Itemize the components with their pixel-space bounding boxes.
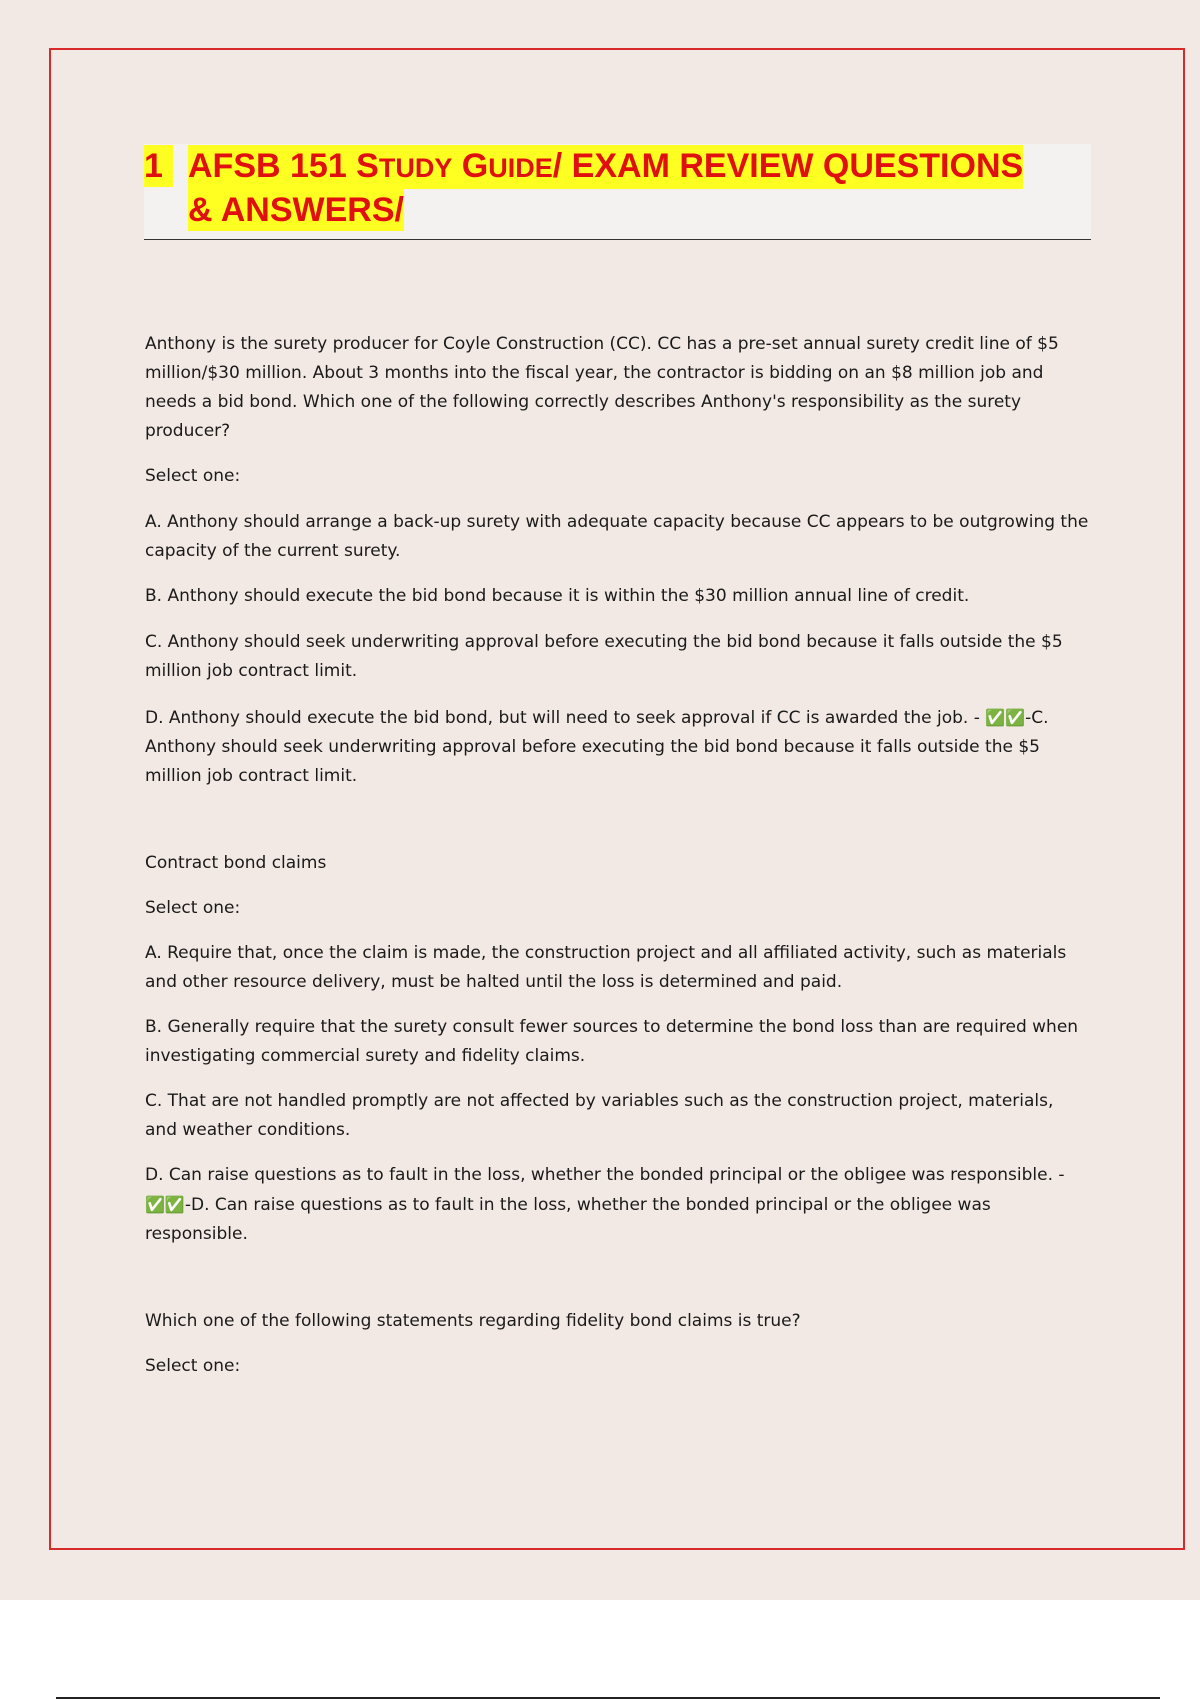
question-2-answer: -D. Can raise questions as to fault in the loss, whether the bonded principal or the obligee was responsible. xyxy=(145,1195,991,1244)
question-1-select: Select one: xyxy=(145,466,241,486)
question-1-answer: -C. Anthony should seek underwriting approval before executing the bid bond because it falls outside the $5 million job contract limit. xyxy=(145,708,1049,786)
question-1-option-d-answer xyxy=(145,703,1090,791)
title-line-1 xyxy=(188,145,1023,189)
question-2-option-a: A. Require that, once the claim is made, the construction project and all affiliated activity, such as materials and other resource delivery, must be halted until the loss is determined and paid. xyxy=(145,943,1067,992)
question-2-select: Select one: xyxy=(145,898,241,918)
title-line-2: & ANSWERS/ xyxy=(188,191,404,229)
document-body xyxy=(145,330,1090,1381)
question-1-option-b: B. Anthony should execute the bid bond because it is within the $30 million annual line of credit. xyxy=(145,586,970,606)
title-part-e: / EXAM REVIEW QUESTIONS xyxy=(552,147,1024,185)
question-2-option-c: C. That are not handled promptly are not affected by variables such as the construction project, materials, and weather conditions. xyxy=(145,1091,1054,1140)
bottom-rule xyxy=(56,1697,1160,1699)
question-1-option-c: C. Anthony should seek underwriting approval before executing the bid bond because it falls outside the $5 million job contract limit. xyxy=(145,632,1063,681)
check-icon: ✅✅ xyxy=(145,1195,185,1214)
question-2-option-d: D. Can raise questions as to fault in the loss, whether the bonded principal or the obligee was responsible. - xyxy=(145,1165,1065,1185)
title-part-b: TUDY xyxy=(378,153,453,183)
question-2-option-d-answer xyxy=(145,1161,1090,1249)
title-part-c: G xyxy=(452,147,489,185)
question-2-option-b: B. Generally require that the surety consult fewer sources to determine the bond loss than are required when investigating commercial surety and fidelity claims. xyxy=(145,1017,1079,1066)
question-2-stem: Contract bond claims xyxy=(145,853,327,873)
question-3-stem: Which one of the following statements regarding fidelity bond claims is true? xyxy=(145,1311,801,1331)
question-3-select: Select one: xyxy=(145,1356,241,1376)
title-number: 1 xyxy=(144,145,173,187)
question-1-option-a: A. Anthony should arrange a back-up surety with adequate capacity because CC appears to be outgrowing the capacity of the current surety. xyxy=(145,512,1089,561)
check-icon: ✅✅ xyxy=(985,708,1026,727)
document-title xyxy=(144,144,1091,240)
question-1-option-d: D. Anthony should execute the bid bond, but will need to seek approval if CC is awarded the job. - xyxy=(145,708,980,728)
title-part-a: AFSB 151 S xyxy=(188,147,379,185)
question-1-stem: Anthony is the surety producer for Coyle Construction (CC). CC has a pre-set annual surety credit line of $5 million/$30 million. About 3 months into the fiscal year, the contractor is bidding on an $8 million job and needs a bid bond. Which one of the following correctly describes Anthony's responsibility as the surety producer? xyxy=(145,334,1059,441)
title-part-d: UIDE xyxy=(488,153,553,183)
